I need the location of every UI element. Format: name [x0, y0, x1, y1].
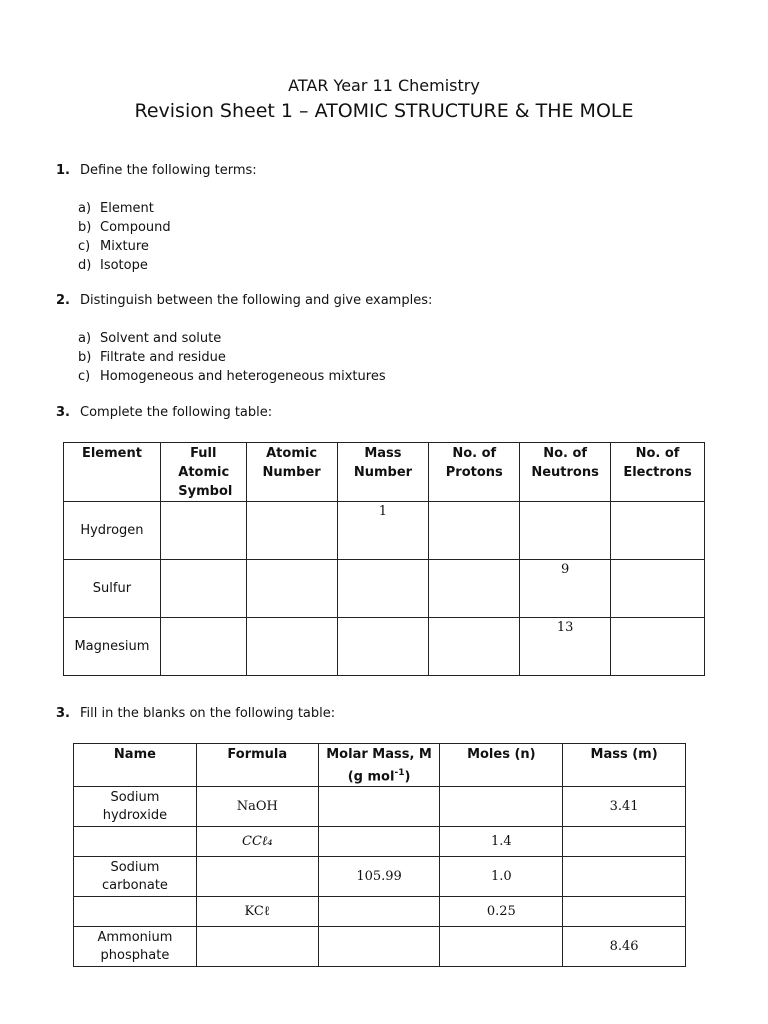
table-cell[interactable]	[318, 827, 440, 857]
list-item: c) Homogeneous and heterogeneous mixtures	[78, 369, 386, 384]
column-header: Element	[64, 443, 161, 502]
formula-cell: CCℓ₄	[196, 827, 318, 857]
column-header: Atomic Number	[246, 443, 337, 502]
page-subtitle: ATAR Year 11 Chemistry	[288, 76, 480, 95]
table-cell[interactable]	[318, 897, 440, 927]
element-name-cell: Magnesium	[64, 618, 161, 676]
table-cell[interactable]: 13	[520, 618, 611, 676]
table-row	[64, 560, 705, 618]
table-cell[interactable]	[429, 560, 520, 618]
formula-cell: KCℓ	[196, 897, 318, 927]
question-number: 1.	[56, 163, 70, 178]
table-cell[interactable]: 105.99	[318, 857, 440, 897]
compound-name-cell: Ammonium phosphate	[74, 927, 197, 967]
table-header-row	[64, 443, 705, 502]
table-cell[interactable]	[160, 560, 246, 618]
table-row	[74, 927, 686, 967]
table-cell[interactable]	[611, 502, 705, 560]
question-4	[56, 706, 335, 721]
table-cell[interactable]	[337, 618, 429, 676]
compound-name-cell[interactable]	[74, 827, 197, 857]
column-header: Name	[74, 744, 197, 787]
table-cell[interactable]	[440, 927, 563, 967]
molar-mass-unit: (g mol$^{-1}$)	[347, 768, 411, 785]
table-cell[interactable]	[611, 560, 705, 618]
compound-name-cell[interactable]	[74, 897, 197, 927]
table-cell[interactable]: 3.41	[563, 787, 686, 827]
compound-name-cell: Sodium carbonate	[74, 857, 197, 897]
table-cell[interactable]	[246, 618, 337, 676]
column-header: Moles (n)	[440, 744, 563, 787]
table-row	[64, 618, 705, 676]
mole-calculation-table	[73, 743, 686, 967]
table-cell[interactable]	[563, 827, 686, 857]
molar-mass-label: Molar Mass, M	[326, 747, 432, 762]
table-cell[interactable]	[429, 502, 520, 560]
question-number: 3.	[56, 405, 70, 420]
table-cell[interactable]	[563, 857, 686, 897]
table-cell[interactable]: 0.25	[440, 897, 563, 927]
formula-cell[interactable]: NaOH	[196, 787, 318, 827]
table-cell[interactable]: 1	[337, 502, 429, 560]
table-cell[interactable]	[160, 618, 246, 676]
table-cell[interactable]	[318, 787, 440, 827]
table-header-row	[74, 744, 686, 787]
column-header: Formula	[196, 744, 318, 787]
table-row	[74, 787, 686, 827]
element-name-cell: Hydrogen	[64, 502, 161, 560]
question-3	[56, 405, 272, 420]
column-header: No. of Electrons	[611, 443, 705, 502]
table-cell[interactable]: 1.4	[440, 827, 563, 857]
list-item: a) Element	[78, 201, 154, 216]
table-cell[interactable]	[246, 502, 337, 560]
table-row	[64, 502, 705, 560]
question-text: Complete the following table:	[80, 405, 273, 420]
question-text: Distinguish between the following and give examples:	[80, 293, 433, 308]
question-2-items	[78, 329, 386, 386]
column-header: No. of Protons	[429, 443, 520, 502]
table-row	[74, 827, 686, 857]
table-cell[interactable]	[337, 560, 429, 618]
question-1-items	[78, 199, 171, 275]
atomic-structure-table	[63, 442, 705, 676]
table-row	[74, 897, 686, 927]
question-number: 3.	[56, 706, 70, 721]
column-header	[318, 744, 440, 787]
table-cell[interactable]	[611, 618, 705, 676]
table-cell[interactable]	[440, 787, 563, 827]
question-text: Fill in the blanks on the following table:	[80, 706, 336, 721]
question-2	[56, 293, 432, 308]
question-1	[56, 163, 257, 178]
element-name-cell: Sulfur	[64, 560, 161, 618]
table-cell[interactable]	[246, 560, 337, 618]
table-cell[interactable]: 1.0	[440, 857, 563, 897]
page-title: Revision Sheet 1 – ATOMIC STRUCTURE & THE MOLE	[134, 100, 634, 122]
table-cell[interactable]	[429, 618, 520, 676]
column-header: No. of Neutrons	[520, 443, 611, 502]
formula-cell[interactable]	[196, 857, 318, 897]
table-cell[interactable]: 8.46	[563, 927, 686, 967]
list-item: b) Filtrate and residue	[78, 350, 226, 365]
compound-name-cell: Sodium hydroxide	[74, 787, 197, 827]
list-item: a) Solvent and solute	[78, 331, 222, 346]
table-row	[74, 857, 686, 897]
list-item: b) Compound	[78, 220, 171, 235]
question-text: Define the following terms:	[80, 163, 257, 178]
table-cell[interactable]	[563, 897, 686, 927]
table-cell[interactable]	[520, 502, 611, 560]
table-cell[interactable]	[318, 927, 440, 967]
column-header: Mass Number	[337, 443, 429, 502]
table-cell[interactable]: 9	[520, 560, 611, 618]
question-number: 2.	[56, 293, 70, 308]
table-cell[interactable]	[160, 502, 246, 560]
list-item: c) Mixture	[78, 239, 149, 254]
list-item: d) Isotope	[78, 258, 148, 273]
column-header: Mass (m)	[563, 744, 686, 787]
formula-cell[interactable]	[196, 927, 318, 967]
column-header: Full Atomic Symbol	[160, 443, 246, 502]
